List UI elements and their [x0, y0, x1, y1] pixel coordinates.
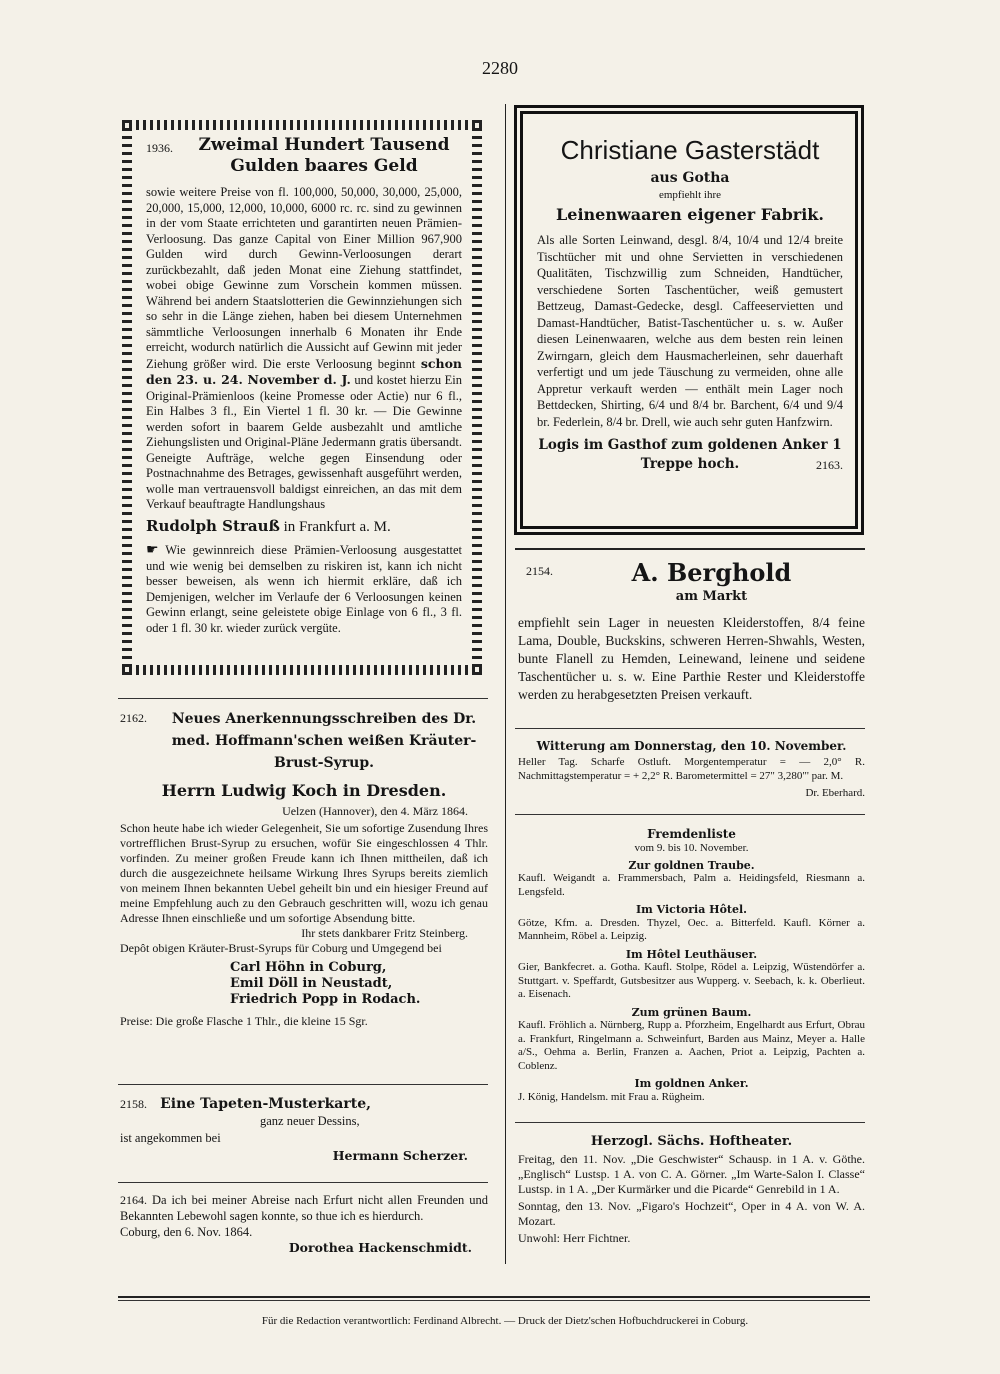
divider [515, 814, 865, 815]
column-divider [505, 104, 506, 1264]
visitors-dates: vom 9. bis 10. November. [634, 842, 749, 854]
visitors-title: Fremdenliste [647, 827, 736, 841]
ad-2154 [518, 558, 865, 704]
ad-2154-body: empfiehlt sein Lager in neuesten Kleiderstoffen, 8/4 feine Lama, Double, Buckskins, schweren Herren-Shwahls, Westen, bunte Flanell zu Hemden, Leinewand, leinene und seidene Taschentücher u. s. w. Eine Parthie Rester und Kleiderstoffe werden zu herabgesetzten Preisen verkauft. [518, 615, 865, 702]
ad-1936-border-right [472, 120, 482, 675]
ad-2154-number: 2154. [526, 564, 553, 578]
divider [515, 548, 865, 550]
ad-1936-title-2: Gulden baares Geld [230, 156, 418, 176]
hotel-guests: Gier, Bankfecret. a. Gotha. Kaufl. Stolpe, Rödel a. Leipzig, Wüstendörfer a. Stuttgart. v. Speffardt, Gutsbesitzer aus Wupperg. v. Seebach, k. k. Oberlieut. a. Eisenach. [518, 961, 865, 1000]
ad-2163-headline: Leinenwaaren eigener Fabrik. [556, 205, 824, 224]
divider [118, 1084, 488, 1085]
ad-2162-addressee: Herrn Ludwig Koch in Dresden. [161, 781, 447, 800]
ad-1936-body-2: und kostet hierzu Ein Original-Prämienloos (keine Promesse oder Actie) nur 6 fl., Ein Halbes 3 fl., Ein Viertel 1 fl. 30 kr. — Die Gewinne werden sofort in baarem Gelde ausbezahlt und amtliche Ziehungslisten und Original-Pläne Jedermann gratis übersandt. Geneigte Aufträge, welche gegen Einsendung oder Postnachnahme des Betrages, gewissenhaft ausgeführt werden, wolle man vertrauensvoll baldigst einreichen, an das mit dem Verkauf beauftragte Handlungshaus [146, 373, 462, 511]
ad-2162-number: 2162. [120, 711, 147, 725]
theatre-programme [518, 1132, 865, 1246]
hotel-guests: Götze, Kfm. a. Dresden. Thyzel, Oec. a. Bitterfeld. Kaufl. Körner a. Mannheim, Röbel a. Leipzig. [518, 916, 865, 942]
theatre-entry: Sonntag, den 13. Nov. „Figaro's Hochzeit“, Oper in 4 A. von W. A. Mozart. [518, 1199, 865, 1228]
ad-2162 [120, 708, 488, 1029]
hotel-name: Zum grünen Baum. [631, 1005, 752, 1019]
ad-2164 [120, 1192, 488, 1256]
ad-2163-from: aus Gotha [650, 170, 730, 186]
page-number: 2280 [482, 58, 518, 78]
ad-2158-arrived: ist angekommen bei [120, 1131, 221, 1145]
ad-2162-place-date: Uelzen (Hannover), den 4. März 1864. [282, 804, 468, 818]
ad-2163-lodging: Logis im Gasthof zum goldenen Anker 1 Treppe hoch. [538, 437, 842, 472]
ad-2164-text: Da ich bei meiner Abreise nach Erfurt nicht allen Freunden und Bekannten Lebewohl sagen konnte, so thue ich es hierdurch. [120, 1193, 488, 1223]
ad-1936-body: sowie weitere Preise von fl. 100,000, 50,000, 30,000, 25,000, 20,000, 15,000, 12,000, 10,000, 6000 rc. rc. sind zu gewinnen in der vom Staate errichteten und garantirten neuen Prämien-Verloosung. Das ganze Capital von Einer Million 967,900 Gulden wird durch Gewinn-Verloosungen derart zurückbezahlt, daß jeden Monat eine Ziehung stattfindet, wobei obige Gewinne zum Vorschein kommen müssen. Während bei andern Staatslotterien die Gewinnziehungen sich so sehr in die Länge ziehen, haben bei diesem Unternehmen sämmtliche Verloosungen innerhalb 6 Monaten ihr Ende erreicht, wodurch natürlich die Aussicht auf Gewinn mit jeder Ziehung größer wird. Die erste Verloosung beginnt [146, 185, 462, 371]
ad-1936-border-top [122, 120, 482, 130]
hotel-guests: Kaufl. Fröhlich a. Nürnberg, Rupp a. Pforzheim, Engelhardt aus Erfurt, Obrau a. Frankfurt, Ringelmann a. Schweinfurt, Barden aus Mainz, Meyer a. Halle a/S., Oehma a. Berlin, Franzen a. Aachen, Priot a. Leipzig, Pachten a. Coblenz. [518, 1019, 865, 1072]
ad-2162-signature: Ihr stets dankbarer Fritz Steinberg. [301, 926, 468, 940]
theatre-entry: Freitag, den 11. Nov. „Die Geschwister“ Schausp. in 1 A. v. Göthe. „Englisch“ Lustsp. 1 A. von C. A. Görner. „Im Warte-Salon I. Classe“ Lustsp. in 1 A. „Der Kurmärker und die Picarde“ Genrebild in 1 A. [518, 1152, 865, 1196]
ad-1936-border-bottom [122, 665, 482, 675]
theatre-title: Herzogl. Sächs. Hoftheater. [590, 1134, 793, 1149]
ad-1936 [146, 135, 462, 636]
visitors-list [518, 826, 865, 1104]
ad-2164-signature: Dorothea Hackenschmidt. [288, 1240, 472, 1255]
divider [515, 728, 865, 729]
hotel-guests: Kaufl. Weigandt a. Frammersbach, Palm a. Heidingsfeld, Riesmann a. Lengsfeld. [518, 872, 865, 898]
ad-2163-recommends: empfiehlt ihre [658, 189, 721, 201]
hotel-name: Im goldnen Anker. [634, 1077, 749, 1090]
hotel-guests: J. König, Handelsm. mit Frau a. Rügheim. [518, 1090, 705, 1103]
pointing-hand-icon: ☛ [146, 543, 159, 558]
hotel-name: Im Hôtel Leuthäuser. [625, 947, 758, 961]
ad-2163-name: Christiane Gasterstädt [560, 135, 820, 165]
ad-2154-name: A. Berghold [631, 558, 792, 587]
footer-rule [118, 1300, 870, 1301]
ad-2163 [537, 132, 843, 474]
ad-2162-title: Neues Anerkennungsschreiben des Dr. med. Hoffmann'schen weißen Kräuter-Brust-Syrup. [171, 711, 477, 771]
ad-2164-number: 2164. [120, 1193, 147, 1207]
ad-1936-bold-date: schon den 23. u. 24. November d. J. [146, 355, 463, 387]
divider [118, 698, 488, 699]
ad-2154-place: am Markt [675, 589, 748, 604]
ad-1936-note: Wie gewinnreich diese Prämien-Verloosung ausgestattet und wie wenig bei demselben zu riskiren ist, kann ich nicht besser beweisen, als wenn ich hiermit erkläre, daß ich Demjenigen, welcher im Verlaufe der 6 Verloosungen keinen Gewinn erlangt, seine geleistete obige Einlage von 6 fl., 3 fl. oder 1 fl. 30 kr. wieder zurück vergüte. [146, 543, 462, 635]
ad-2158-firm: Hermann Scherzer. [332, 1148, 468, 1163]
ad-1936-firm: Rudolph Strauß [146, 516, 280, 535]
footer-rule [118, 1296, 870, 1298]
ad-1936-title-1: Zweimal Hundert Tausend [198, 135, 450, 155]
theatre-unwell: Unwohl: Herr Fichtner. [518, 1231, 631, 1245]
footer-imprint: Für die Redaction verantwortlich: Ferdinand Albrecht. — Druck der Dietz'schen Hofbuchdruckerei in Coburg. [261, 1315, 749, 1327]
ad-2164-place-date: Coburg, den 6. Nov. 1864. [120, 1225, 253, 1239]
ad-1936-border-left [122, 120, 132, 675]
ad-2158-title: Eine Tapeten-Musterkarte, [160, 1096, 371, 1112]
dealer: Emil Döll in Neustadt, [230, 976, 393, 991]
ad-2162-prices: Preise: Die große Flasche 1 Thlr., die kleine 15 Sgr. [120, 1014, 368, 1028]
weather-author: Dr. Eberhard. [805, 787, 865, 799]
weather-body: Heller Tag. Scharfe Ostluft. Morgentemperatur = — 2,0° R. Nachmittagstemperatur = + 2,2° R. Barometermittel = 27" 3,280"' par. M. [518, 756, 865, 782]
divider [515, 1122, 865, 1123]
ad-2162-depot: Depôt obigen Kräuter-Brust-Syrups für Coburg und Umgegend bei [120, 941, 442, 955]
hotel-name: Im Victoria Hôtel. [636, 903, 747, 916]
ad-2158-number: 2158. [120, 1097, 147, 1111]
dealer: Carl Höhn in Coburg, [230, 960, 387, 975]
weather-report [518, 738, 865, 801]
weather-title: Witterung am Donnerstag, den 10. November. [536, 739, 847, 753]
hotel-name: Zur goldnen Traube. [628, 858, 755, 872]
ad-2163-number: 2163. [816, 458, 843, 472]
ad-1936-firm-place: in Frankfurt a. M. [283, 518, 391, 535]
dealer: Friedrich Popp in Rodach. [230, 992, 421, 1007]
ad-1936-number: 1936. [146, 141, 173, 155]
ad-2158-sub: ganz neuer Dessins, [260, 1114, 360, 1128]
ad-2162-letter: Schon heute habe ich wieder Gelegenheit, Sie um sofortige Zusendung Ihres vortrefflichen Brust-Syrup zu ersuchen, wofür Sie eingeschlossen 4 Thlr. vorfinden. Zu meiner großen Freude kann ich Ihnen mittheilen, daß ich durch die ausgezeichnete heilsame Wirkung Ihres Syrups bereits ziemlich von meinem Ihnen bekannten Uebel geheilt bin und ein hiesiger Freund auf meine Empfehlung auch zu den Gebrauch geschritten will, wozu ich genau Adresse Ihnen einschließe und um sofortige Absendung bitte. [120, 821, 488, 925]
ad-2158 [120, 1096, 488, 1164]
ad-2163-body: Als alle Sorten Leinwand, desgl. 8/4, 10/4 und 12/4 breite Tischtücher mit und ohne Servietten in verschiedenen Qualitäten, Tischzwillig zum Schneiden, Handtücher, verschiedene Sorten Taschentücher, weiß gemustert Bettzeug, Damast-Gedecke, desgl. Caffeeservietten und Damast-Handtücher, Batist-Taschentücher u. s. w. Außer diesen Leinenwaaren, welche aus dem besten rein leinen Zwirngarn, gleich dem Hausmacherleinen, sehr dauerhaft verfertigt und um jede Täuschung zu vermeiden, ohne alle Appretur verkauft werden — enthält mein Lager noch Bettdecken, Shirting, 6/4 und 8/4 br. Barchent, 6/4 und 9/4 br. Federlein, 8/4 br. Drell, wie auch sehr guten Hanfzwirn. [537, 233, 843, 429]
divider [118, 1182, 488, 1183]
